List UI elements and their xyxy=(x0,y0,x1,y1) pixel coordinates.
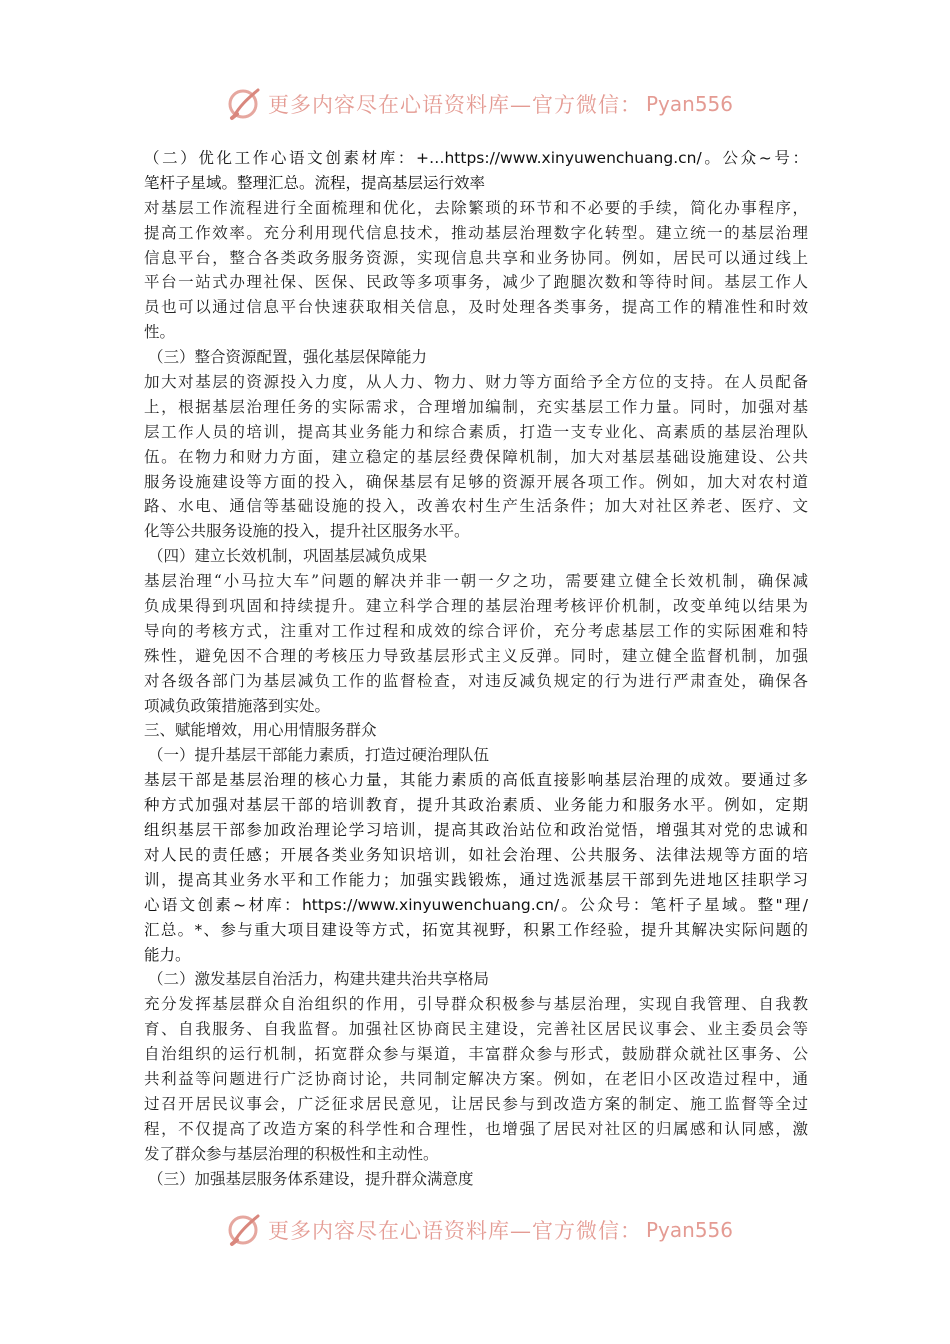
text-line: 组织基层干部参加政治理论学习培训，提高其政治站位和政治觉悟，增强其对党的忠诚和 xyxy=(144,821,808,840)
banner-wechat-id: Pyan556 xyxy=(646,92,734,116)
text-line: 上，根据基层治理任务的实际需求，合理增加编制，充实基层工作力量。同时，加强对基 xyxy=(144,397,808,416)
text-line: 层工作人员的培训，提高其业务能力和综合素质，打造一支专业化、高素质的基层治理队 xyxy=(144,422,808,441)
text-line: 殊性，避免因不合理的考核压力导致基层形式主义反弹。同时，建立健全监督机制，加强 xyxy=(144,646,808,665)
text-line: 加大对基层的资源投入力度，从人力、物力、财力等方面给予全方位的支持。在人员配备 xyxy=(144,373,808,392)
text-line: 充分发挥基层群众自治组织的作用，引导群众积极参与基层治理，实现自我管理、自我教 xyxy=(144,995,808,1014)
banner-text: 更多内容尽在心语资料库—官方微信： xyxy=(268,1219,642,1243)
text-line: 对人民的责任感；开展各类业务知识培训，如社会治理、公共服务、法律法规等方面的培 xyxy=(144,845,808,864)
text-line: 对各级各部门为基层减负工作的监督检查，对违反减负规定的行为进行严肃查处，确保各 xyxy=(144,671,808,690)
text-line: 基层治理“小马拉大车”问题的解决并非一朝一夕之功，需要建立健全长效机制，确保减 xyxy=(144,572,808,591)
text-line: 服务设施建设等方面的投入，确保基层有足够的资源开展各项工作。例如，加大对农村道 xyxy=(144,472,808,491)
text-line: 汇总。*、参与重大项目建设等方式，拓宽其视野，积累工作经验，提升其解决实际问题的 xyxy=(144,920,808,939)
text-line: 负成果得到巩固和持续提升。建立科学合理的基层治理考核评价机制，改变单纯以结果为 xyxy=(144,597,808,616)
document-body xyxy=(144,146,808,1191)
text-line: 种方式加强对基层干部的培训教育，提升其政治素质、业务能力和服务水平。例如，定期 xyxy=(144,796,808,815)
text-line: 程，不仅提高了改造方案的科学性和合理性，也增强了居民对社区的归属感和认同感，激 xyxy=(144,1119,808,1138)
text-line: （二）激发基层自治活力，构建共建共治共享格局 xyxy=(148,970,490,989)
text-line: 三、赋能增效，用心用情服务群众 xyxy=(144,721,377,740)
banner-wechat-id: Pyan556 xyxy=(646,1218,734,1242)
text-line: 共利益等问题进行广泛协商讨论，共同制定解决方案。例如，在老旧小区改造过程中，通 xyxy=(144,1069,808,1088)
text-line: 性。 xyxy=(144,323,176,342)
text-line: 过召开居民议事会，广泛征求居民意见，让居民参与到改造方案的制定、施工监督等全过 xyxy=(144,1094,808,1113)
text-line: 育、自我服务、自我监督。加强社区协商民主建设，完善社区居民议事会、业主委员会等 xyxy=(144,1020,808,1039)
text-line: （三）加强基层服务体系建设，提升群众满意度 xyxy=(148,1169,474,1188)
text-line: 化等公共服务设施的投入，提升社区服务水平。 xyxy=(144,522,470,541)
text-line: 基层干部是基层治理的核心力量，其能力素质的高低直接影响基层治理的成效。要通过多 xyxy=(144,771,808,790)
brush-logo-icon xyxy=(226,1212,262,1248)
text-line: 路、水电、通信等基础设施的投入，改善农村生产生活条件；加大对社区养老、医疗、文 xyxy=(144,497,808,516)
text-line: 伍。在物力和财力方面，建立稳定的基层经费保障机制，加大对基层基础设施建设、公共 xyxy=(144,447,808,466)
text-line: （一）提升基层干部能力素质，打造过硬治理队伍 xyxy=(148,746,490,765)
text-line: 员也可以通过信息平台快速获取相关信息，及时处理各类事务，提高工作的精准性和时效 xyxy=(144,298,808,317)
text-line: 平台一站式办理社保、医保、民政等多项事务，减少了跑腿次数和等待时间。基层工作人 xyxy=(144,273,808,292)
header-watermark-banner xyxy=(226,84,733,124)
text-line: （二）优化工作心语文创素材库：+…https://www.xinyuwenchuang.cn/。公众~号： xyxy=(144,149,808,167)
text-line: （四）建立长效机制，巩固基层减负成果 xyxy=(148,547,428,566)
text-line: 笔杆子星域。整理汇总。流程，提高基层运行效率 xyxy=(144,173,486,192)
text-line: 训，提高其业务水平和工作能力；加强实践锻炼，通过选派基层干部到先进地区挂职学习 xyxy=(144,870,808,889)
text-line: 对基层工作流程进行全面梳理和优化，去除繁琐的环节和不必要的手续，简化办事程序， xyxy=(144,198,808,217)
text-line: 能力。 xyxy=(144,945,191,964)
text-line: 提高工作效率。充分利用现代信息技术，推动基层治理数字化转型。建立统一的基层治理 xyxy=(144,223,808,242)
banner-text: 更多内容尽在心语资料库—官方微信： xyxy=(268,93,642,117)
text-line: 信息平台，整合各类政务服务资源，实现信息共享和业务协同。例如，居民可以通过线上 xyxy=(144,248,808,267)
text-line: （三）整合资源配置，强化基层保障能力 xyxy=(148,348,428,367)
text-line: 导向的考核方式，注重对工作过程和成效的综合评价，充分考虑基层工作的实际困难和特 xyxy=(144,621,808,640)
text-line: 项减负政策措施落到实处。 xyxy=(144,696,331,715)
text-line: 发了群众参与基层治理的积极性和主动性。 xyxy=(144,1144,439,1163)
brush-logo-icon xyxy=(226,86,262,122)
footer-watermark-banner xyxy=(226,1210,733,1250)
text-line: 心语文创素~材库：https://www.xinyuwenchuang.cn/。公众号：笔杆子星域。整"理/ xyxy=(144,895,808,914)
text-line: 自治组织的运行机制，拓宽群众参与渠道，丰富群众参与形式，鼓励群众就社区事务、公 xyxy=(144,1045,808,1064)
